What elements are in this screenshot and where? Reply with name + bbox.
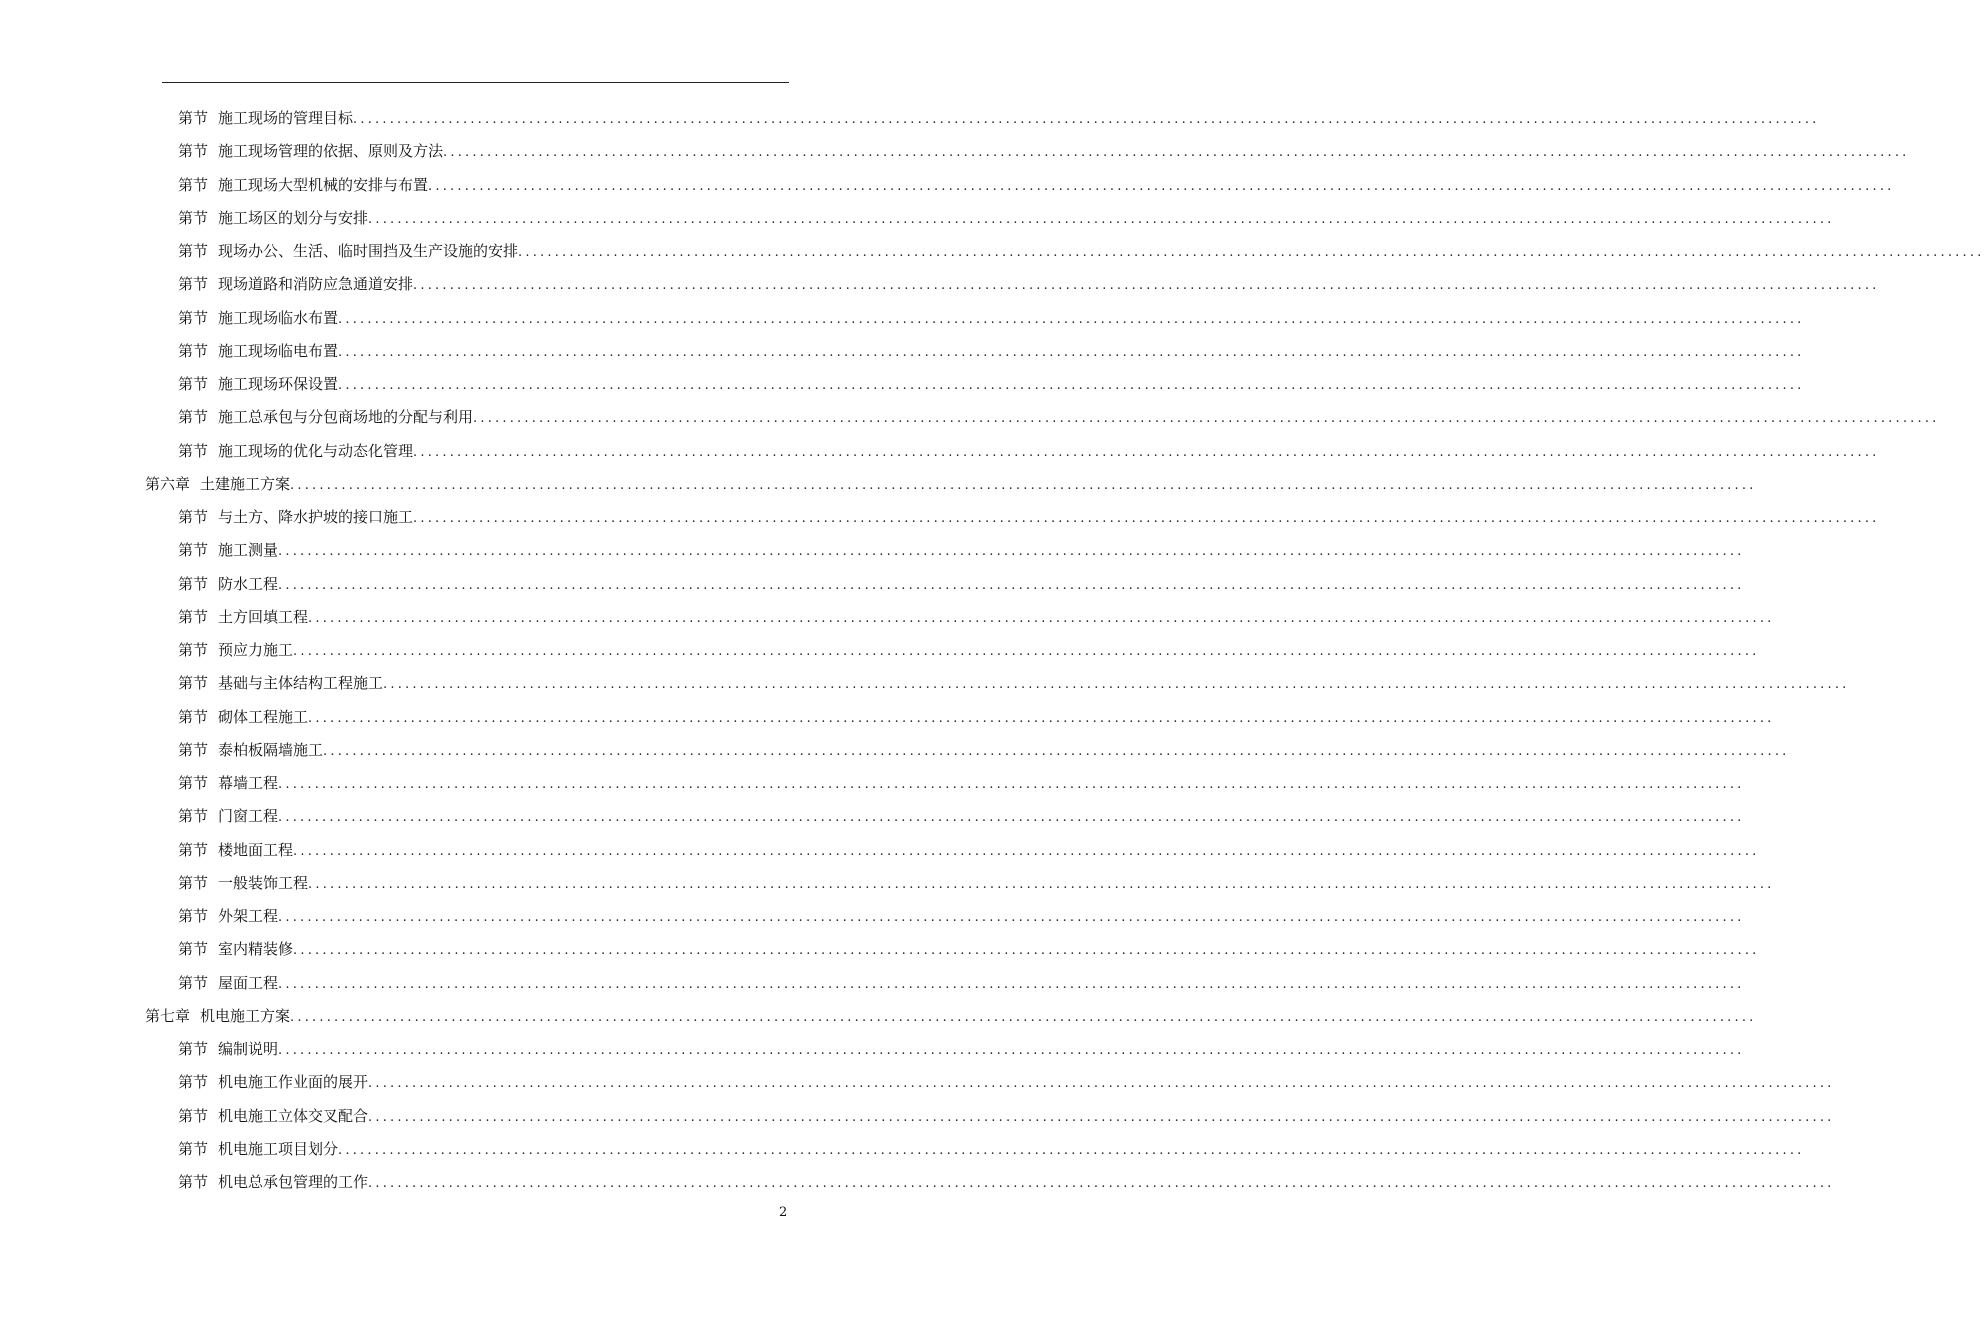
toc-entry-prefix: 第节 (178, 740, 209, 759)
toc-dot-leader: ........................................................................................................................................................................................................ (338, 344, 1805, 360)
toc-dot-leader: ........................................................................................................................................................................................................ (290, 1009, 1757, 1025)
toc-entry-prefix: 第六章 (145, 474, 191, 493)
toc-dot-leader: ........................................................................................................................................................................................................ (290, 477, 1757, 493)
toc-entry-title: 施工现场的管理目标 (218, 109, 354, 127)
toc-section-entry[interactable] (178, 971, 1745, 995)
toc-section-entry[interactable] (178, 904, 1745, 928)
toc-dot-leader: ........................................................................................................................................................................................................ (278, 577, 1745, 593)
toc-dot-leader: ........................................................................................................................................................................................................ (353, 112, 1820, 127)
toc-entry-prefix: 第节 (178, 1173, 209, 1191)
toc-section-entry[interactable] (178, 871, 1775, 895)
toc-dot-leader: ........................................................................................................................................................................................................ (368, 1176, 1835, 1191)
toc-entry-title: 编制说明 (218, 1040, 279, 1058)
toc-entry-label (178, 1070, 368, 1094)
toc-entry-prefix: 第节 (178, 807, 209, 826)
toc-entry-title: 土建施工方案 (200, 474, 291, 493)
toc-dot-leader: ........................................................................................................................................................................................................ (278, 810, 1745, 826)
toc-dot-leader: ........................................................................................................................................................................................................ (323, 743, 1790, 759)
toc-dot-leader: ........................................................................................................................................................................................................ (368, 1109, 1835, 1125)
toc-entry-label (178, 971, 278, 995)
toc-chapter-entry[interactable] (145, 472, 1757, 496)
toc-section-entry[interactable] (178, 372, 1805, 396)
toc-entry-label (178, 838, 293, 862)
toc-entry-label (178, 904, 278, 928)
toc-section-entry[interactable] (178, 439, 1880, 463)
toc-entry-label (145, 472, 290, 496)
toc-entry-title: 外架工程 (218, 907, 279, 925)
toc-dot-leader: ........................................................................................................................................................................................................ (383, 677, 1850, 693)
toc-entry-label (178, 339, 338, 363)
toc-entry-label (178, 705, 308, 729)
toc-section-entry[interactable] (178, 572, 1745, 596)
toc-entry-prefix: 第节 (178, 1106, 209, 1125)
toc-dot-leader: ........................................................................................................................................................................................................ (518, 245, 1985, 260)
toc-section-entry[interactable] (178, 173, 1895, 197)
toc-entry-prefix: 第节 (178, 541, 209, 560)
toc-entry-label (178, 173, 428, 197)
toc-entry-title: 幕墙工程 (218, 774, 279, 792)
toc-entry-prefix: 第节 (178, 774, 209, 792)
toc-dot-leader: ........................................................................................................................................................................................................ (338, 1142, 1805, 1158)
toc-entry-title: 施工现场的优化与动态化管理 (218, 441, 414, 460)
page-number: 2 (779, 1205, 788, 1220)
toc-entry-title: 现场办公、生活、临时围挡及生产设施的安排 (218, 242, 519, 260)
header-rule (162, 82, 789, 83)
toc-section-entry[interactable] (178, 272, 1880, 296)
toc-entry-prefix: 第节 (178, 940, 209, 959)
toc-entry-prefix: 第节 (178, 607, 209, 626)
toc-entry-prefix: 第节 (178, 907, 209, 925)
toc-entry-title: 施工测量 (218, 541, 279, 560)
toc-entry-title: 砌体工程施工 (218, 707, 309, 726)
toc-entry-prefix: 第节 (178, 707, 209, 726)
toc-dot-leader: ........................................................................................................................................................................................................ (338, 311, 1805, 327)
toc-dot-leader: ........................................................................................................................................................................................................ (278, 910, 1745, 925)
toc-entry-prefix: 第节 (178, 674, 209, 693)
toc-entry-label (178, 1137, 338, 1161)
toc-entry-title: 施工现场临水布置 (218, 308, 339, 327)
toc-section-entry[interactable] (178, 405, 1940, 429)
toc-dot-leader: ........................................................................................................................................................................................................ (413, 278, 1880, 294)
toc-section-entry[interactable] (178, 306, 1805, 330)
toc-entry-label (178, 771, 278, 795)
toc-entry-title: 机电总承包管理的工作 (218, 1173, 369, 1191)
toc-dot-leader: ........................................................................................................................................................................................................ (293, 843, 1760, 859)
toc-entry-label (178, 239, 518, 263)
toc-section-entry[interactable] (178, 738, 1790, 762)
toc-entry-title: 机电施工作业面的展开 (218, 1073, 369, 1092)
toc-dot-leader: ........................................................................................................................................................................................................ (443, 145, 1910, 161)
toc-entry-title: 施工场区的划分与安排 (218, 208, 369, 227)
toc-entry-label (178, 804, 278, 828)
toc-dot-leader: ........................................................................................................................................................................................................ (278, 777, 1745, 792)
toc-section-entry[interactable] (178, 838, 1760, 862)
toc-section-entry[interactable] (178, 505, 1880, 529)
toc-section-entry[interactable] (178, 1104, 1835, 1128)
toc-entry-prefix: 第节 (178, 275, 209, 294)
toc-chapter-entry[interactable] (145, 1004, 1757, 1028)
toc-entry-title: 一般装饰工程 (218, 873, 309, 892)
toc-entry-title: 泰柏板隔墙施工 (218, 740, 324, 759)
toc-entry-label (178, 439, 413, 463)
toc-entry-prefix: 第节 (178, 341, 209, 360)
toc-entry-label (178, 106, 353, 130)
toc-entry-prefix: 第节 (178, 641, 209, 659)
toc-entry-title: 防水工程 (218, 574, 279, 593)
toc-entry-title: 室内精装修 (218, 940, 294, 959)
toc-entry-label (178, 405, 473, 429)
toc-entry-label (178, 937, 293, 961)
toc-entry-title: 土方回填工程 (218, 607, 309, 626)
toc-section-entry[interactable] (178, 1170, 1835, 1194)
toc-entry-title: 施工现场大型机械的安排与布置 (218, 175, 429, 194)
toc-section-entry[interactable] (178, 239, 1985, 263)
toc-entry-label (178, 272, 413, 296)
toc-entry-prefix: 第节 (178, 973, 209, 992)
toc-entry-title: 施工现场临电布置 (218, 341, 339, 360)
toc-section-entry[interactable] (178, 206, 1835, 230)
toc-entry-title: 现场道路和消防应急通道安排 (218, 275, 414, 294)
toc-section-entry[interactable] (178, 106, 1820, 130)
toc-entry-prefix: 第节 (178, 175, 209, 194)
toc-section-entry[interactable] (178, 638, 1760, 662)
toc-entry-prefix: 第节 (178, 375, 209, 393)
toc-section-entry[interactable] (178, 339, 1805, 363)
toc-entry-prefix: 第节 (178, 840, 209, 859)
toc-entry-title: 屋面工程 (218, 973, 279, 992)
toc-entry-title: 施工总承包与分包商场地的分配与利用 (218, 408, 474, 427)
toc-entry-title: 机电施工方案 (200, 1006, 291, 1025)
toc-entry-label (178, 538, 278, 562)
toc-entry-title: 预应力施工 (218, 641, 294, 659)
toc-entry-label (178, 605, 308, 629)
toc-entry-title: 施工现场环保设置 (218, 375, 339, 393)
toc-dot-leader: ........................................................................................................................................................................................................ (308, 610, 1775, 626)
toc-dot-leader: ........................................................................................................................................................................................................ (278, 544, 1745, 560)
toc-entry-prefix: 第节 (178, 242, 209, 260)
toc-entry-prefix: 第节 (178, 109, 209, 127)
toc-entry-prefix: 第节 (178, 508, 209, 526)
toc-dot-leader: ........................................................................................................................................................................................................ (368, 1076, 1835, 1092)
toc-entry-title: 楼地面工程 (218, 840, 294, 859)
toc-dot-leader: ........................................................................................................................................................................................................ (293, 644, 1760, 659)
toc-dot-leader: ........................................................................................................................................................................................................ (413, 444, 1880, 460)
toc-section-entry[interactable] (178, 671, 1850, 695)
toc-section-entry[interactable] (178, 771, 1745, 795)
toc-entry-label (178, 1037, 278, 1061)
toc-entry-label (178, 206, 368, 230)
toc-section-entry[interactable] (178, 705, 1775, 729)
toc-dot-leader: ........................................................................................................................................................................................................ (308, 710, 1775, 726)
toc-entry-prefix: 第节 (178, 1040, 209, 1058)
toc-entry-prefix: 第七章 (145, 1006, 191, 1025)
toc-entry-title: 机电施工项目划分 (218, 1139, 339, 1158)
toc-entry-title: 与土方、降水护坡的接口施工 (218, 508, 414, 526)
toc-entry-label (178, 638, 293, 662)
toc-section-entry[interactable] (178, 937, 1760, 961)
toc-section-entry[interactable] (178, 1037, 1745, 1061)
toc-entry-prefix: 第节 (178, 1139, 209, 1158)
toc-section-entry[interactable] (178, 538, 1745, 562)
toc-section-entry[interactable] (178, 1070, 1835, 1094)
toc-dot-leader: ........................................................................................................................................................................................................ (338, 378, 1805, 393)
toc-entry-label (178, 738, 323, 762)
toc-entry-prefix: 第节 (178, 1073, 209, 1092)
toc-section-entry[interactable] (178, 605, 1775, 629)
toc-entry-title: 基础与主体结构工程施工 (218, 674, 384, 693)
toc-entry-label (178, 671, 383, 695)
toc-entry-label (145, 1004, 290, 1028)
toc-entry-label (178, 139, 443, 163)
toc-dot-leader: ........................................................................................................................................................................................................ (428, 178, 1895, 194)
toc-dot-leader: ........................................................................................................................................................................................................ (473, 411, 1940, 427)
toc-dot-leader: ........................................................................................................................................................................................................ (368, 211, 1835, 227)
toc-entry-label (178, 306, 338, 330)
toc-entry-label (178, 871, 308, 895)
toc-dot-leader: ........................................................................................................................................................................................................ (278, 1043, 1745, 1058)
toc-entry-label (178, 372, 338, 396)
toc-section-entry[interactable] (178, 1137, 1805, 1161)
toc-entry-prefix: 第节 (178, 408, 209, 427)
toc-dot-leader: ........................................................................................................................................................................................................ (293, 943, 1760, 959)
toc-section-entry[interactable] (178, 139, 1910, 163)
toc-dot-leader: ........................................................................................................................................................................................................ (278, 976, 1745, 992)
toc-entry-label (178, 572, 278, 596)
toc-entry-prefix: 第节 (178, 308, 209, 327)
toc-entry-title: 施工现场管理的依据、原则及方法 (218, 142, 444, 161)
toc-entry-title: 机电施工立体交叉配合 (218, 1106, 369, 1125)
toc-entry-prefix: 第节 (178, 873, 209, 892)
toc-entry-title: 门窗工程 (218, 807, 279, 826)
toc-entry-prefix: 第节 (178, 441, 209, 460)
toc-section-entry[interactable] (178, 804, 1745, 828)
toc-entry-label (178, 1170, 368, 1194)
toc-entry-prefix: 第节 (178, 574, 209, 593)
toc-entry-label (178, 505, 413, 529)
toc-dot-leader: ........................................................................................................................................................................................................ (413, 511, 1880, 526)
toc-dot-leader: ........................................................................................................................................................................................................ (308, 876, 1775, 892)
toc-entry-label (178, 1104, 368, 1128)
toc-entry-prefix: 第节 (178, 142, 209, 161)
toc-entry-prefix: 第节 (178, 208, 209, 227)
